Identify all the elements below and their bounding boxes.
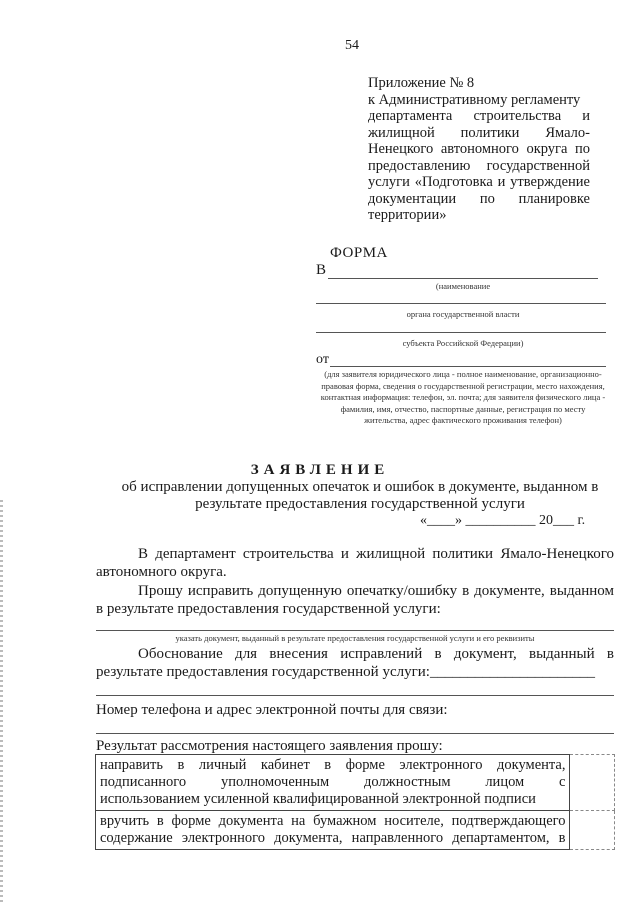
result-options-table (95, 754, 615, 850)
result-option-text (96, 755, 570, 811)
appendix-line: департамента строительства и (368, 108, 590, 124)
result-option-text (96, 811, 570, 850)
paragraph-contacts: Номер телефона и адрес электронной почты для связи: (96, 702, 448, 718)
option-line: вручить в форме документа на бумажном носителе, подтверждающего (100, 813, 566, 829)
date-field[interactable]: «____» __________ 20___ г. (420, 513, 586, 528)
document-title: ЗАЯВЛЕНИЕ (250, 462, 390, 478)
paragraph-addressee: В департамент строительства и жилищной политики Ямало-Ненецкого автономного округа. (96, 546, 614, 580)
appendix-line: жилищной политики Ямало- (368, 124, 590, 141)
result-option-checkbox[interactable] (570, 755, 615, 811)
option-line: использованием усиленной квалифицированной электронной подписи (100, 791, 536, 807)
document-subtitle: об исправлении допущенных опечаток и ошибок в документе, выданном в результате предоставления государственной услуги (121, 479, 599, 512)
justification-line[interactable] (96, 695, 614, 696)
appendix-line: к Административному регламенту (368, 91, 581, 108)
addressee-hint: субъекта Российской Федерации) (402, 338, 524, 348)
option-line: подписанного уполномоченным должностным лицом с (100, 774, 566, 790)
appendix-line: территории» (368, 207, 447, 223)
addressee-line (316, 332, 606, 333)
addressee-prefix: В (316, 262, 327, 278)
paragraph-request: Прошу исправить допущенную опечатку/ошибку в документе, выданном в результате предоставления государственной услуги: (96, 583, 614, 617)
option-line: направить в личный кабинет в форме электронного документа, (100, 757, 566, 773)
paragraph-justification: Обоснование для внесения исправлений в документ, выданный в результате предоставления государственной услуги:______________________ (96, 646, 614, 680)
addressee-line (316, 303, 606, 304)
contacts-line[interactable] (96, 733, 614, 734)
form-label: ФОРМА (330, 245, 388, 261)
document-field-line[interactable] (96, 630, 614, 631)
appendix-header (368, 75, 590, 224)
result-option (96, 811, 615, 850)
addressee-line (328, 278, 598, 279)
result-option (96, 755, 615, 811)
scan-edge (0, 500, 3, 905)
page-number: 54 (345, 38, 359, 53)
document-field-hint: указать документ, выданный в результате предоставления государственной услуги и его реквизиты (175, 633, 535, 643)
addressee-hint: органа государственной власти (406, 309, 520, 319)
appendix-line: документации по планировке (368, 190, 590, 207)
appendix-line: Приложение № 8 (368, 75, 475, 91)
paragraph-result: Результат рассмотрения настоящего заявления прошу: (96, 738, 443, 754)
addressee-hint: (наименование (435, 281, 491, 291)
from-line (330, 366, 606, 367)
from-hint: (для заявителя юридического лица - полное наименование, организационно-правовая форма, сведения о государственной регистрации, место нахождения, контактная информация: телефон, эл. почта; для заявителя физического лица - фамилия, имя, отчество, паспортные данные, регистрация по месту жительства, адрес фактического проживания телефон) (320, 369, 606, 425)
result-option-checkbox[interactable] (570, 811, 615, 850)
from-prefix: от (316, 352, 329, 367)
appendix-line: предоставлению государственной (368, 157, 590, 174)
option-line: содержание электронного документа, направленного департаментом, в (100, 830, 566, 846)
appendix-line: услуги «Подготовка и утверждение (368, 174, 590, 190)
appendix-line: Ненецкого автономного округа по (368, 141, 590, 157)
